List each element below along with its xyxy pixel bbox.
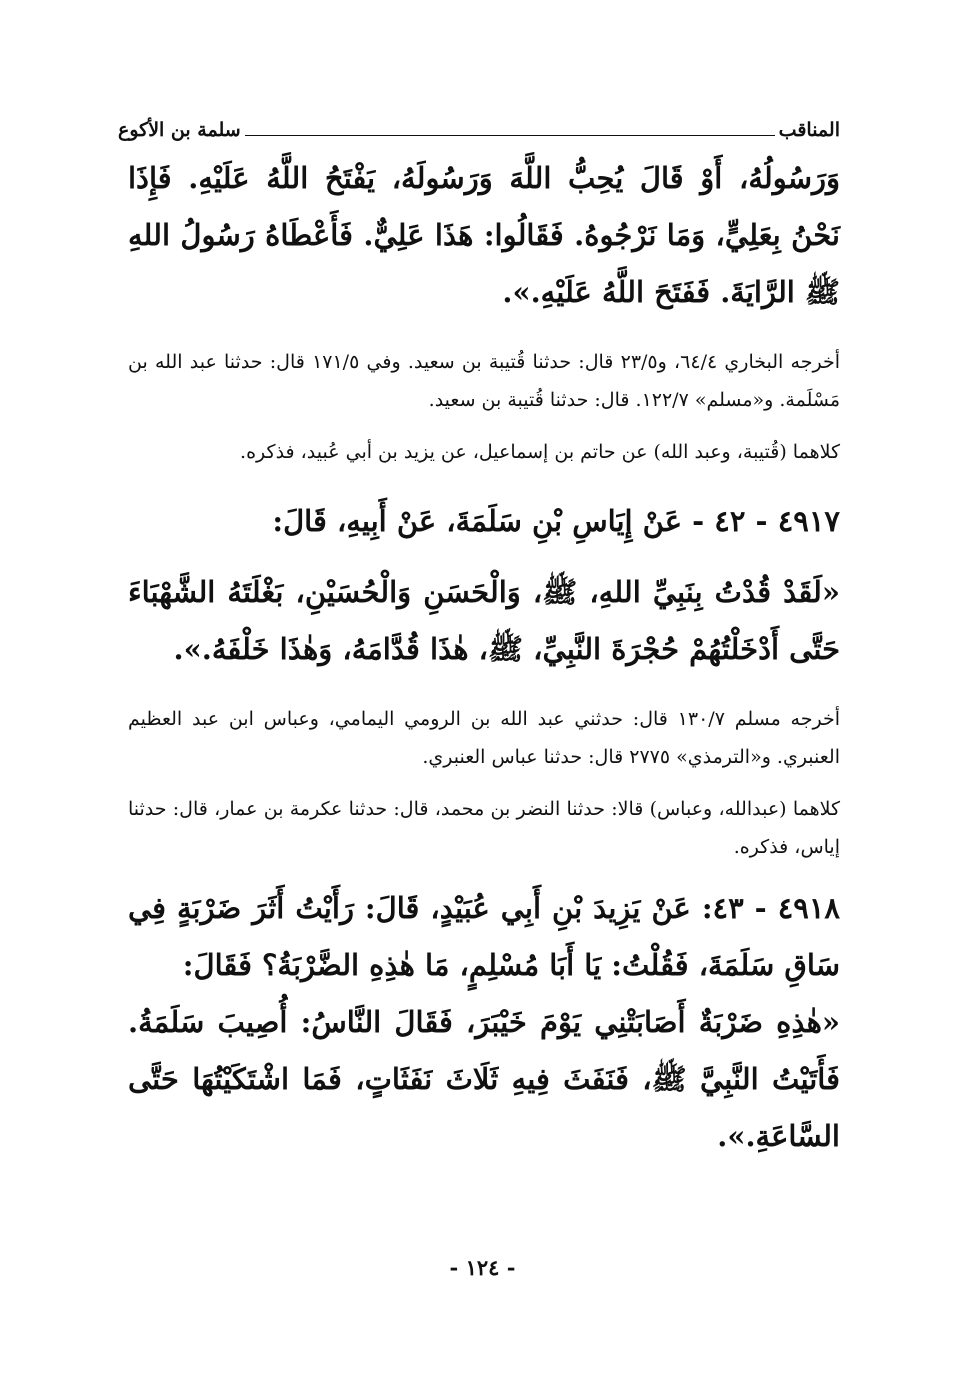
header-chapter-title: سلمة بن الأكوع xyxy=(118,119,241,141)
hadith-text-4918: «هٰذِهِ ضَرْبَةٌ أَصَابَتْنِي يَوْمَ خَيْبَرَ، فَقَالَ النَّاسُ: أُصِيبَ سَلَمَةُ. فَأَتَيْتُ النَّبِيَّ ﷺ، فَنَفَثَ فِيهِ ثَلَاثَ نَفَثَاتٍ، فَمَا اشْتَكَيْتُهَا حَتَّى السَّاعَةِ.». xyxy=(128,1005,840,1153)
hadith-text-continuation: وَرَسُولُهُ، أَوْ قَالَ يُحِبُّ اللَّهَ وَرَسُولَهُ، يَفْتَحُ اللَّهُ عَلَيْهِ. فَإِذَا نَحْنُ بِعَلِيٍّ، وَمَا نَرْجُوهُ. فَقَالُوا: هَذَا عَلِيٌّ. فَأَعْطَاهُ رَسُولُ اللهِ ﷺ الرَّايَةَ. فَفَتَحَ اللَّهُ عَلَيْهِ.». xyxy=(128,161,840,309)
header-rule xyxy=(245,135,775,136)
spacer xyxy=(128,866,840,880)
spacer xyxy=(128,471,840,493)
takhrij-note: أخرجه مسلم ١٣٠/٧ قال: حدثني عبد الله بن الرومي اليمامي، وعباس ابن عبد العظيم العنبري. و«الترمذي» ٢٧٧٥ قال: حدثنا عباس العنبري. xyxy=(128,708,840,768)
header-section-name: المناقب xyxy=(778,119,840,141)
running-header xyxy=(118,104,840,140)
hadith-heading-4917: ٤٩١٧ - ٤٢ - عَنْ إِيَاسِ بْنِ سَلَمَةَ، عَنْ أَبِيهِ، قَالَ: xyxy=(272,504,840,538)
hadith-heading-4918: ٤٩١٨ - ٤٣: عَنْ يَزِيدَ بْنِ أَبِي عُبَيْدٍ، قَالَ: رَأَيْتُ أَثَرَ ضَرْبَةٍ فِي سَاقِ سَلَمَةَ، فَقُلْتُ: يَا أَبَا مُسْلِمٍ، مَا هٰذِهِ الضَّرْبَةُ؟ فَقَالَ: xyxy=(128,891,840,982)
page-number: - ١٢٤ - xyxy=(449,1255,516,1280)
page-body xyxy=(128,150,840,1165)
spacer xyxy=(128,550,840,564)
spacer xyxy=(128,321,840,343)
takhrij-note: كلاهما (قُتيبة، وعبد الله) عن حاتم بن إسماعيل، عن يزيد بن أبي عُبيد، فذكره. xyxy=(240,441,840,463)
spacer xyxy=(128,678,840,700)
takhrij-note: أخرجه البخاري ٦٤/٤، و٢٣/٥ قال: حدثنا قُتيبة بن سعيد. وفي ١٧١/٥ قال: حدثنا عبد الله بن مَسْلَمة. و«مسلم» ١٢٢/٧. قال: حدثنا قُتيبة بن سعيد. xyxy=(128,351,840,411)
spacer xyxy=(128,419,840,433)
hadith-text-4917: «لَقَدْ قُدْتُ بِنَبِيِّ اللهِ، ﷺ، وَالْحَسَنِ وَالْحُسَيْنِ، بَغْلَتَهُ الشَّهْبَاءَ حَتَّى أَدْخَلْتُهُمْ حُجْرَةَ النَّبِيِّ، ﷺ، هٰذَا قُدَّامَهُ، وَهٰذَا خَلْفَهُ.». xyxy=(128,575,840,666)
spacer xyxy=(128,776,840,790)
takhrij-note: كلاهما (عبدالله، وعباس) قالا: حدثنا النضر بن محمد، قال: حدثنا عكرمة بن عمار، قال: حدثنا إياس، فذكره. xyxy=(128,798,840,858)
